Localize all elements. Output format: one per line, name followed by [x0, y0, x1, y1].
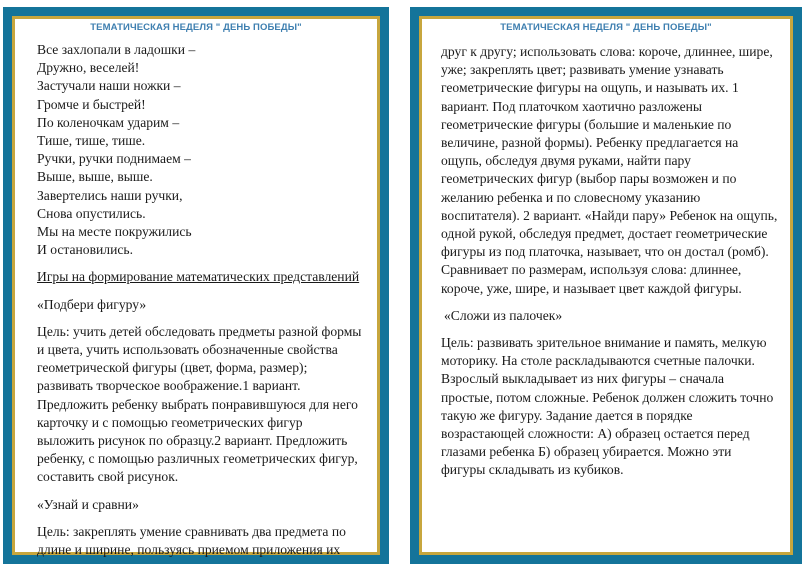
section-heading: Игры на формирование математических представлений — [37, 269, 360, 285]
game-text-podberi: Цель: учить детей обследовать предметы разной формы и цвета, учить использовать обозначенные свойства геометрической фигуры (цвет, форма, размер); развивать творческое воображение.1 вариант. Предложить ребенку выбрать понравившуюся для него карточку и с помощью геометрических фигур выложить рисунок по образцу.2 вариант. Предложить ребенку, с помощью различных геометрических фигур, составить свой рисунок. — [37, 323, 362, 485]
poem-line: Громче и быстрей! — [37, 96, 146, 112]
poem — [37, 41, 363, 259]
game-title-slozhi: «Сложи из палочек» — [444, 307, 563, 323]
poem-line: Снова опустились. — [37, 205, 146, 221]
left-page-content — [37, 41, 363, 559]
poem-line: Застучали наши ножки – — [37, 78, 181, 94]
left-page-frame — [12, 16, 380, 558]
continuation-text: друг к другу; использовать слова: короче, длиннее, шире, уже; закреплять цвет; развивать умение узнавать геометрические фигуры на ощупь, и называть их. 1 вариант. Под платочком хаотично разложены геометрические фигуры (большие и маленькие по величине, разной формы). Ребенку предлагается на ощупь, обследуя двумя руками, найти пару геометрических фигур (выбор пары возможен и по желанию ребенка и по словесному указанию воспитателя). 2 вариант. «Найди пару» Ребенок на ощупь, одной рукой, обследуя предмет, достает геометрические фигуры из под платочка, называет, что он достал (ромб). Сравнивает по размерам, используя слова: длиннее, короче, уже, шире, и называет цвет каждой фигуры. — [441, 44, 778, 296]
poem-line: Завертелись наши ручки, — [37, 187, 183, 203]
left-page-header: ТЕМАТИЧЕСКАЯ НЕДЕЛЯ " ДЕНЬ ПОБЕДЫ" — [90, 22, 302, 33]
game-text-uznay: Цель: закреплять умение сравнивать два предмета по длине и ширине, пользуясь приемом приложения их — [37, 523, 346, 558]
right-page-header: ТЕМАТИЧЕСКАЯ НЕДЕЛЯ " ДЕНЬ ПОБЕДЫ" — [500, 22, 712, 33]
poem-line: Все захлопали в ладошки – — [37, 42, 196, 57]
poem-line: По коленочкам ударим – — [37, 114, 180, 130]
poem-line: Выше, выше, выше. — [37, 169, 153, 185]
right-page-frame — [419, 16, 793, 555]
game-title-uznay: «Узнай и сравни» — [37, 496, 139, 512]
poem-line: Мы на месте покружились — [37, 224, 192, 240]
poem-line: И остановились. — [37, 242, 133, 258]
right-page-content — [441, 43, 778, 480]
poem-line: Ручки, ручки поднимаем – — [37, 151, 191, 167]
game-text-slozhi: Цель: развивать зрительное внимание и память, мелкую моторику. На столе раскладываются счетные палочки. Взрослый выкладывает из них фигуры – сначала простые, потом сложные. Ребенок должен сложить точно такую же фигуру. Задание дается в порядке возрастающей сложности: А) образец остается перед глазами ребенка Б) образец убирается. Можно эти фигуры складывать из кубиков. — [441, 335, 774, 478]
poem-line: Дружно, веселей! — [37, 60, 140, 76]
right-page — [410, 7, 802, 564]
left-page — [3, 7, 389, 564]
poem-line: Тише, тише, тише. — [37, 133, 146, 149]
game-title-podberi: «Подбери фигуру» — [37, 296, 147, 312]
